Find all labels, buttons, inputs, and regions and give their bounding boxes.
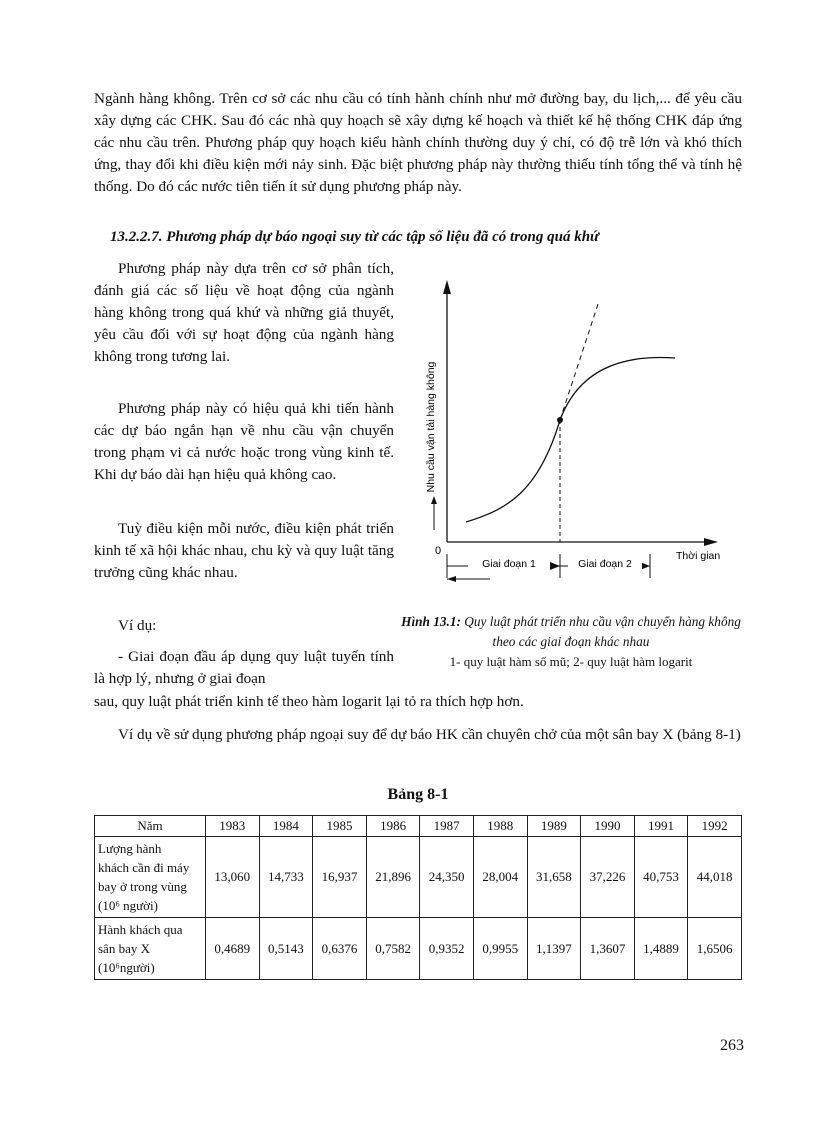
example-usage: Ví dụ về sử dụng phương pháp ngoại suy để dự báo HK cần chuyên chở của một sân bay X (bảng 8-1) xyxy=(118,726,741,743)
value-cell: 0,9352 xyxy=(420,918,474,980)
year-cell: 1988 xyxy=(473,816,527,837)
row-label-line: Hành khách qua xyxy=(98,922,183,937)
value-cell: 16,937 xyxy=(313,837,367,918)
phase-1-label: Giai đoạn 1 xyxy=(482,558,536,570)
row-label xyxy=(95,837,206,918)
value-cell: 1,3607 xyxy=(581,918,635,980)
value-cell: 0,7582 xyxy=(366,918,420,980)
caption-body: Quy luật phát triển nhu cầu vận chuyển hàng không theo các giai đoạn khác nhau xyxy=(464,614,741,649)
row-label-line: khách cần đi máy xyxy=(98,860,190,875)
paragraph-1: Phương pháp này dựa trên cơ sở phân tích, đánh giá các số liệu về hoạt động của ngành hàng không trong quá khứ và những giả thuyết, yêu cầu đối với sự hoạt động của ngành hàng không trong tương lai. xyxy=(94,260,394,365)
paragraph-3: Tuỳ điều kiện mỗi nước, điều kiện phát triển kinh tế xã hội khác nhau, chu kỳ và quy luật tăng trưởng cũng khác nhau. xyxy=(94,520,394,581)
tangent-line xyxy=(560,304,598,420)
paragraph-2: Phương pháp này có hiệu quả khi tiến hành các dự báo ngắn hạn về nhu cầu vận chuyển trong phạm vi cả nước hoặc trong vùng kinh tế. Khi dự báo dài hạn hiệu quả không cao. xyxy=(94,400,394,483)
example-text-part1: - Giai đoạn đầu áp dụng quy luật tuyến tính là hợp lý, nhưng ở giai đoạn xyxy=(94,648,394,687)
table-header-row xyxy=(95,816,742,837)
value-cell: 28,004 xyxy=(473,837,527,918)
value-cell: 21,896 xyxy=(366,837,420,918)
row-label-line: Lượng hành xyxy=(98,841,162,856)
value-cell: 1,1397 xyxy=(527,918,581,980)
caption-text xyxy=(400,612,742,652)
value-cell: 24,350 xyxy=(420,837,474,918)
section-heading: 13.2.2.7. Phương pháp dự báo ngoại suy từ các tập số liệu đã có trong quá khứ xyxy=(110,229,600,245)
value-cell: 44,018 xyxy=(688,837,742,918)
row-label-line: bay ở trong vùng xyxy=(98,879,187,894)
year-cell: 1986 xyxy=(366,816,420,837)
x-axis-label: Thời gian xyxy=(676,550,721,562)
value-cell: 1,4889 xyxy=(634,918,688,980)
year-cell: 1984 xyxy=(259,816,313,837)
table-header-label: Năm xyxy=(95,816,206,837)
value-cell: 0,5143 xyxy=(259,918,313,980)
data-table xyxy=(94,815,742,980)
year-cell: 1985 xyxy=(313,816,367,837)
value-cell: 40,753 xyxy=(634,837,688,918)
row-label-line: (10⁶người) xyxy=(98,960,155,975)
table-row xyxy=(95,837,742,918)
year-cell: 1992 xyxy=(688,816,742,837)
caption-note: 1- quy luật hàm số mũ; 2- quy luật hàm logarit xyxy=(449,654,693,669)
year-cell: 1989 xyxy=(527,816,581,837)
row-label xyxy=(95,918,206,980)
row-label-line: (10⁶ người) xyxy=(98,898,158,913)
table-title: Bảng 8-1 xyxy=(387,786,449,803)
phase-2-label: Giai đoạn 2 xyxy=(578,558,632,570)
origin-label: 0 xyxy=(435,545,442,557)
x-axis-arrow xyxy=(704,538,718,546)
value-cell: 37,226 xyxy=(581,837,635,918)
page-number: 263 xyxy=(720,1037,744,1054)
example-label: Ví dụ: xyxy=(118,617,157,634)
value-cell: 31,658 xyxy=(527,837,581,918)
value-cell: 0,4689 xyxy=(206,918,260,980)
caption-title: Hình 13.1: xyxy=(401,614,461,629)
year-cell: 1983 xyxy=(206,816,260,837)
year-cell: 1991 xyxy=(634,816,688,837)
example-text-part2: sau, quy luật phát triển kinh tế theo hàm logarit lại tỏ ra thích hợp hơn. xyxy=(94,693,524,710)
row-label-line: sân bay X xyxy=(98,941,150,956)
year-cell: 1990 xyxy=(581,816,635,837)
y-axis-arrow xyxy=(443,280,451,294)
table-row xyxy=(95,918,742,980)
intro-paragraph: Ngành hàng không. Trên cơ sở các nhu cầu có tính hành chính như mở đường bay, du lịch,... để yêu cầu xây dựng các CHK. Sau đó các nhà quy hoạch sẽ xây dựng kế hoạch và thiết kế hệ thống CHK đáp ứng các nhu cầu trên. Phương pháp quy hoạch kiểu hành chính thường duy ý chí, có độ trễ lớn và khó thích ứng, thay đổi khi điều kiện mới nảy sinh. Đặc biệt phương pháp này thường thiếu tính tổng thể và tính hệ thống. Do đó các nước tiên tiến ít sử dụng phương pháp này. xyxy=(94,90,742,195)
value-cell: 1,6506 xyxy=(688,918,742,980)
growth-curve xyxy=(466,357,675,522)
value-cell: 13,060 xyxy=(206,837,260,918)
value-cell: 14,733 xyxy=(259,837,313,918)
figure-caption xyxy=(400,612,742,672)
year-cell: 1987 xyxy=(420,816,474,837)
value-cell: 0,6376 xyxy=(313,918,367,980)
figure-13-1 xyxy=(400,272,740,592)
inflection-point xyxy=(557,417,563,423)
value-cell: 0,9955 xyxy=(473,918,527,980)
y-axis-label: Nhu cầu vận tải hàng không xyxy=(425,361,437,493)
